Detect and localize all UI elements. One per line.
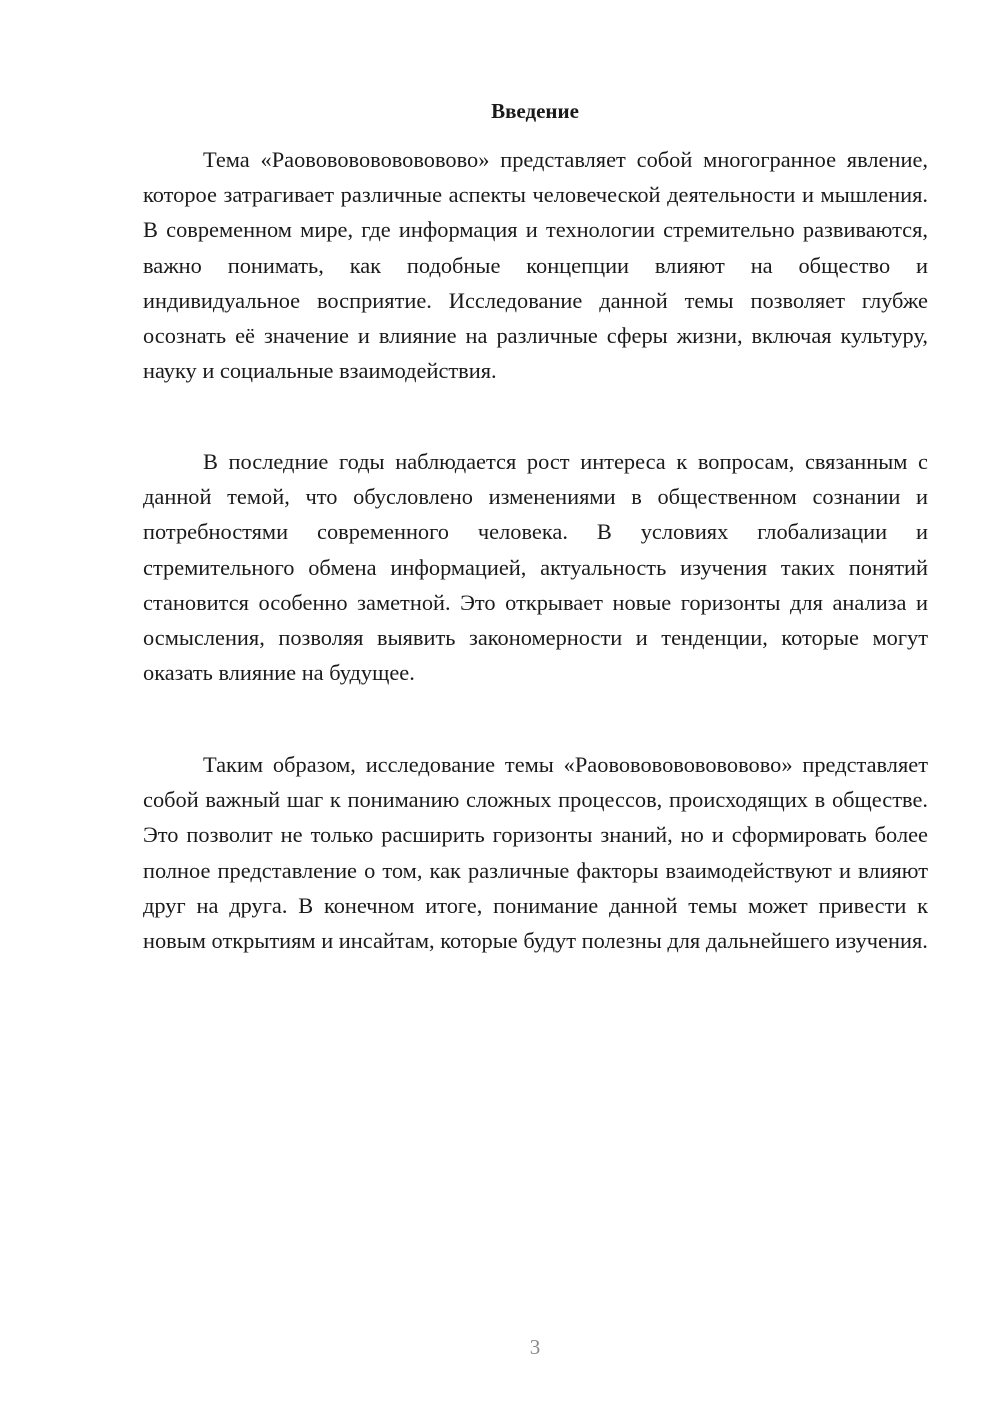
page-title: Введение <box>491 99 579 123</box>
paragraph-2: В последние годы наблюдается рост интереса к вопросам, связанным с данной темой, что обусловлено изменениями в общественном сознании и потребностями современного человека. В условиях глобализации и стремительного обмена информацией, актуальность изучения таких понятий становится особенно заметной. Это открывает новые горизонты для анализа и осмысления, позволяя выявить закономерности и тенденции, которые могут оказать влияние на будущее. <box>143 449 928 686</box>
paragraph-1: Тема «Раовововововововово» представляет собой многогранное явление, которое затрагивает различные аспекты человеческой деятельности и мышления. В современном мире, где информация и технологии стремительно развиваются, важно понимать, как подобные концепции влияют на общество и индивидуальное восприятие. Исследование данной темы позволяет глубже осознать её значение и влияние на различные сферы жизни, включая культуру, науку и социальные взаимодействия. <box>143 147 928 384</box>
page-number: 3 <box>529 1335 541 1359</box>
paragraph-3: Таким образом, исследование темы «Раовововововововово» представляет собой важный шаг к пониманию сложных процессов, происходящих в обществе. Это позволит не только расширить горизонты знаний, но и сформировать более полное представление о том, как различные факторы взаимодействуют и влияют друг на друга. В конечном итоге, понимание данной темы может привести к новым открытиям и инсайтам, которые будут полезны для дальнейшего изучения. <box>143 752 928 954</box>
